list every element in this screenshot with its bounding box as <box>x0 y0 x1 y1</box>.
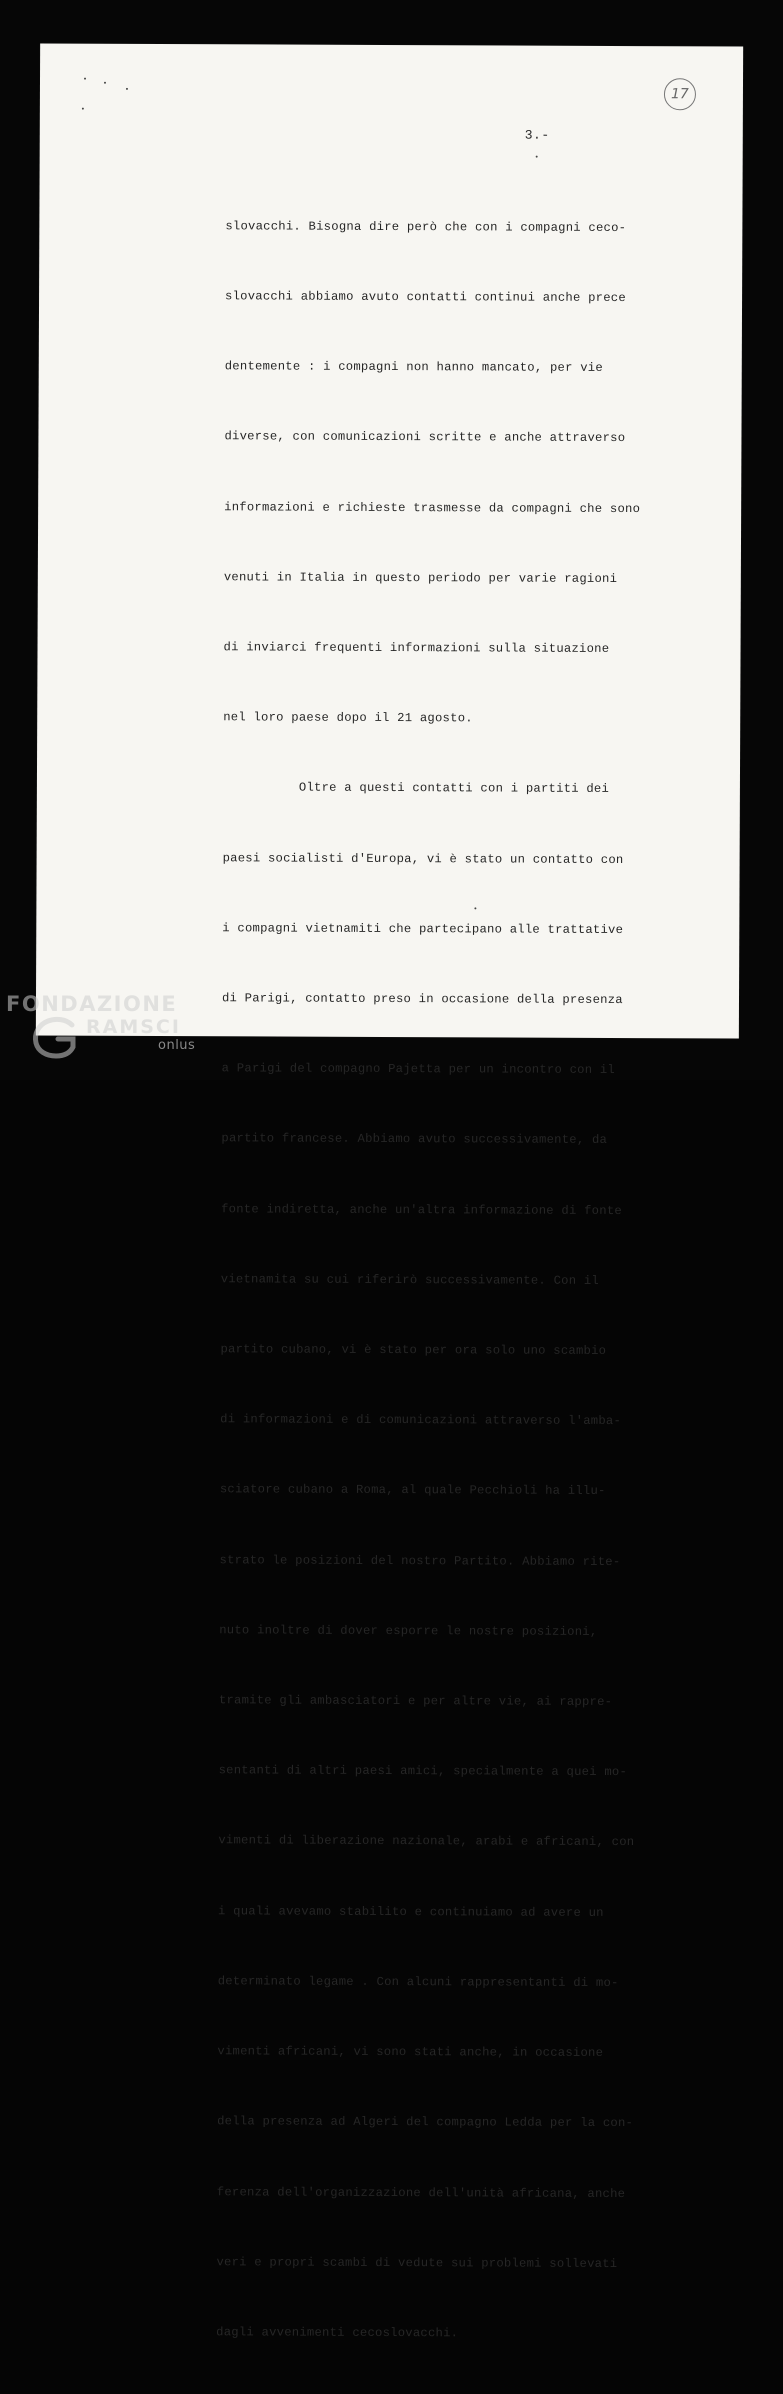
text-line: di informazioni e di comunicazioni attraverso l'amba- <box>220 1412 622 1429</box>
text-line: i quali avevamo stabilito e continuiamo ad avere un <box>217 1903 604 1920</box>
archive-page-number: 17 <box>664 78 696 110</box>
text-line: partito cubano, vi è stato per ora solo uno scambio <box>220 1342 607 1359</box>
text-line: Oltre a questi contatti con i partiti dei <box>298 781 610 797</box>
text-line: paesi socialisti d'Europa, vi è stato un contatto con <box>222 850 624 867</box>
text-line: nel loro paese dopo il 21 agosto. <box>223 710 473 726</box>
watermark-suffix: onlus <box>158 1038 196 1053</box>
text-line: della presenza ad Algeri del compagno Ledda per la con- <box>217 2114 634 2131</box>
stray-mark <box>82 108 84 110</box>
text-line: diverse, con comunicazioni scritte e anche attraverso <box>224 429 626 446</box>
stray-mark <box>104 82 106 84</box>
text-line: strato le posizioni del nostro Partito. Abbiamo rite- <box>219 1552 621 1569</box>
stray-mark <box>126 88 128 90</box>
text-line: dentemente : i compagni non hanno mancato, per vie <box>224 359 603 376</box>
text-line: ferenza dell'organizzazione dell'unità africana, anche <box>216 2184 626 2201</box>
text-line: i compagni vietnamiti che partecipano alle trattative <box>222 921 624 937</box>
text-line: sciatore cubano a Roma, al quale Pecchioli ha illu- <box>219 1482 606 1499</box>
gramsci-g-logo-icon <box>32 1017 82 1057</box>
text-line: venuti in Italia in questo periodo per varie ragioni <box>223 570 618 586</box>
page-number: 3.- <box>524 127 550 143</box>
text-line: partito francese. Abbiamo avuto successivamente, da <box>221 1131 608 1148</box>
text-line: vietnamita su cui riferirò successivamente. Con il <box>220 1272 599 1288</box>
text-line: a Parigi del compagno Pajetta per un incontro con il <box>221 1061 616 1078</box>
watermark-line-1: FONDAZIONE <box>6 992 178 1016</box>
text-line: nuto inoltre di dover esporre le nostre posizioni, <box>219 1623 598 1639</box>
text-line: informazioni e richieste trasmesse da compagni che sono <box>224 499 641 516</box>
text-line: vimenti di liberazione nazionale, arabi e africani, con <box>218 1833 635 1850</box>
text-line: dagli avvenimenti cecoslovacchi. <box>216 2325 459 2341</box>
text-line: di inviarci frequenti informazioni sulla situazione <box>223 640 610 656</box>
text-line: veri e propri scambi di vedute sui problemi sollevati <box>216 2254 618 2271</box>
fondazione-gramsci-watermark <box>6 992 196 1057</box>
watermark-line-2: RAMSCI <box>86 1016 181 1038</box>
text-line: vimenti africani, vi sono stati anche, in occasione <box>217 2044 604 2061</box>
text-line: sentanti di altri paesi amici, specialmente a quei mo- <box>218 1763 628 1780</box>
text-line: slovacchi abbiamo avuto contatti continui anche prece <box>225 289 626 306</box>
text-line: slovacchi. Bisogna dire però che con i compagni ceco- <box>225 219 627 235</box>
stray-mark <box>84 78 86 80</box>
text-line: fonte indiretta, anche un'altra informazione di fonte <box>221 1201 623 1218</box>
text-line: determinato legame . Con alcuni rappresentanti di mo- <box>217 1974 619 1990</box>
watermark-row-2 <box>6 1016 196 1057</box>
stray-mark <box>536 156 538 158</box>
text-line: tramite gli ambasciatori e per altre vie, ai rappre- <box>218 1693 613 1710</box>
text-line: di Parigi, contatto preso in occasione della presenza <box>221 991 623 1008</box>
document-body <box>216 168 696 2393</box>
